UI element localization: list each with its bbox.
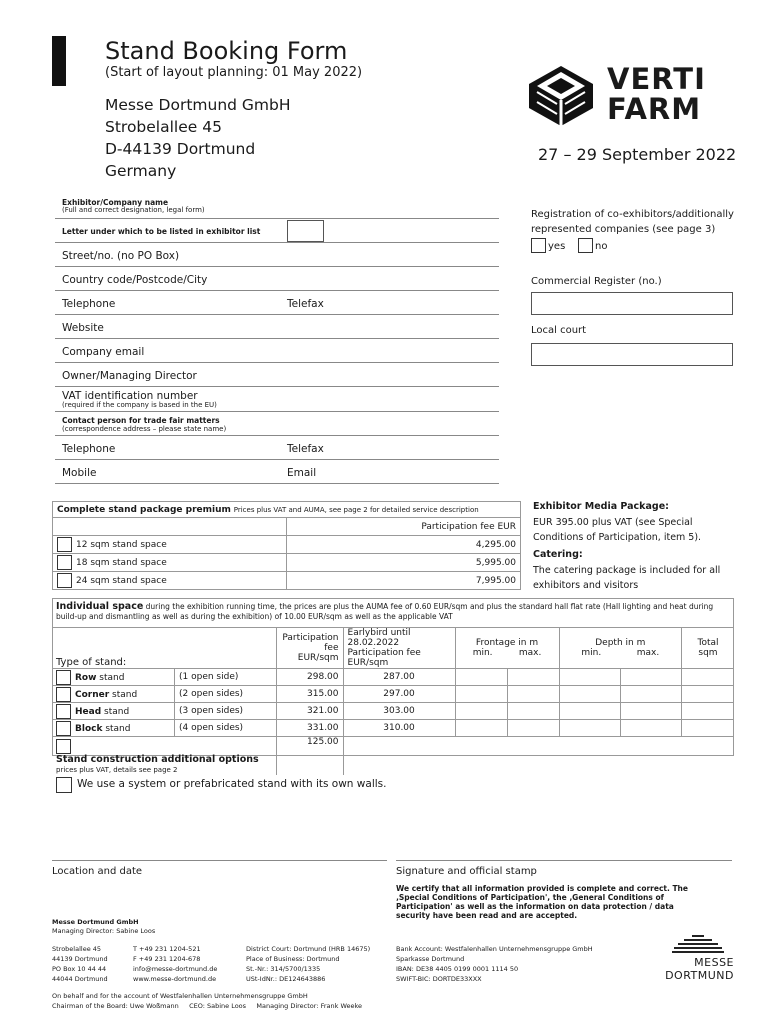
- register-label: Commercial Register (no.): [531, 276, 662, 287]
- court-label: Local court: [531, 325, 587, 336]
- depth-max-input[interactable]: [620, 703, 681, 720]
- frontage-max-input[interactable]: [507, 703, 559, 720]
- contact-telefax-label: Telefax: [287, 443, 324, 455]
- footer-line: 44139 Dortmund: [52, 955, 108, 963]
- stand-type-name: Head: [75, 706, 102, 717]
- footer-behalf: [52, 991, 362, 1011]
- stand-row: [52, 720, 734, 737]
- cube-logo-icon: [527, 64, 595, 128]
- footer-fax: F +49 231 1204-678: [133, 955, 201, 963]
- stand-sides: (3 open sides): [175, 703, 277, 720]
- total-unit: sqm: [698, 648, 718, 658]
- owner-field[interactable]: [55, 363, 499, 387]
- stand-fee: 298.00: [276, 669, 343, 686]
- package-row-label: 24 sqm stand space: [76, 576, 167, 586]
- messe-dortmund-logo: [662, 935, 734, 985]
- stand-early: 287.00: [343, 669, 455, 686]
- stand-fee: 315.00: [276, 686, 343, 703]
- catering-heading: Catering:: [533, 549, 583, 560]
- construction-row: [52, 737, 734, 776]
- depth-min-input[interactable]: [559, 669, 620, 686]
- system-stand-label: We use a system or prefabricated stand with its own walls.: [77, 778, 387, 790]
- logo-farm: FARM: [607, 92, 702, 126]
- stand-fee: 331.00: [276, 720, 343, 737]
- package-12-checkbox[interactable]: [57, 537, 72, 552]
- letter-input[interactable]: [287, 220, 324, 242]
- coexhibitor-yes-checkbox[interactable]: [531, 238, 546, 253]
- row-stand-checkbox[interactable]: [56, 670, 71, 685]
- contact-email-label: Email: [287, 467, 317, 479]
- total-input[interactable]: [682, 686, 735, 703]
- country-label: Country code/Postcode/City: [62, 274, 208, 286]
- website-label: Website: [62, 322, 104, 334]
- location-rule: [52, 860, 387, 861]
- logo-verti: VERTI: [607, 62, 706, 96]
- early-header-line2: Participation fee EUR/sqm: [347, 648, 421, 668]
- total-header: Total: [697, 638, 719, 648]
- footer-email-link[interactable]: info@messe-dortmund.de: [133, 965, 218, 973]
- frontage-min-input[interactable]: [455, 720, 507, 737]
- package-row-price: 7,995.00: [287, 572, 521, 590]
- organizer-address: [105, 94, 291, 182]
- footer-line: Sparkasse Dortmund: [396, 955, 465, 963]
- stand-sides: (2 open sides): [175, 686, 277, 703]
- register-input[interactable]: [531, 292, 733, 315]
- depth-min: min.: [581, 648, 602, 658]
- depth-min-input[interactable]: [559, 703, 620, 720]
- individual-table: [52, 627, 734, 775]
- frontage-min: min.: [472, 648, 493, 658]
- country-field[interactable]: [55, 267, 499, 291]
- address-line: D-44139 Dortmund: [105, 140, 256, 158]
- messe-logo-text: MESSE: [694, 956, 734, 969]
- head-stand-checkbox[interactable]: [56, 704, 71, 719]
- email-field[interactable]: [55, 339, 499, 363]
- package-row: [53, 536, 287, 554]
- signature-rule: [396, 860, 732, 861]
- vat-label: VAT identification number: [62, 390, 198, 402]
- coexhibitor-no-checkbox[interactable]: [578, 238, 593, 253]
- certify-text: We certify that all information provided is complete and correct. The ‚Special Conditions of Participation', the ‚General Conditions of Participation' as well as the information on data protection / data security have been read and are accepted.: [396, 884, 688, 920]
- depth-max: max.: [636, 648, 660, 658]
- frontage-max-input[interactable]: [507, 686, 559, 703]
- footer-company: Messe Dortmund GmbH: [52, 918, 139, 926]
- package-row: [53, 572, 287, 590]
- individual-heading: Individual space: [56, 601, 144, 612]
- corner-stand-checkbox[interactable]: [56, 687, 71, 702]
- media-text: EUR 395.00 plus VAT (see Special Conditions of Participation, item 5).: [533, 517, 702, 543]
- coexhibitor-text: Registration of co-exhibitors/additionally represented companies (see page 3): [531, 209, 734, 235]
- early-header: [343, 628, 455, 669]
- coexhibitor-yes-label: yes: [548, 241, 566, 252]
- early-header-line1: Earlybird until 28.02.2022: [347, 628, 411, 648]
- contact-sub: (correspondence address – please state name): [62, 425, 227, 433]
- letter-label: Letter under which to be listed in exhibitor list: [62, 227, 261, 236]
- address-line: Germany: [105, 162, 177, 180]
- package-heading: Complete stand package premium: [57, 504, 231, 515]
- footer-line: St.-Nr.: 314/5700/1335: [246, 965, 321, 973]
- frontage-max-input[interactable]: [507, 669, 559, 686]
- stand-row: [52, 669, 734, 686]
- location-label: Location and date: [52, 866, 143, 877]
- form-title: Stand Booking Form: [105, 37, 348, 65]
- footer-line: Bank Account: Westfalenhallen Unternehmensgruppe GmbH: [396, 945, 593, 953]
- stand-type-name: Row: [75, 672, 97, 683]
- type-of-stand-label: Type of stand:: [52, 628, 276, 669]
- stand-row: [52, 703, 734, 720]
- depth-max-input[interactable]: [620, 686, 681, 703]
- individual-heading-block: [56, 602, 728, 622]
- stand-type-name: Corner: [75, 689, 110, 700]
- dortmund-logo-text: DORTMUND: [665, 969, 734, 982]
- package-row-price: 4,295.00: [287, 536, 521, 554]
- contact-telephone-label: Telephone: [62, 443, 116, 455]
- package-row: [53, 554, 287, 572]
- total-input[interactable]: [682, 720, 735, 737]
- package-18-checkbox[interactable]: [57, 555, 72, 570]
- frontage-min-input[interactable]: [455, 686, 507, 703]
- street-field[interactable]: [55, 243, 499, 267]
- contact-telephone-field[interactable]: [55, 436, 499, 460]
- footer-col1: [52, 944, 108, 984]
- header-black-bar: [52, 36, 66, 86]
- footer-behalf-line1: On behalf and for the account of Westfalenhallen Unternehmensgruppe GmbH: [52, 992, 308, 1000]
- vat-rule: [55, 411, 499, 412]
- footer-line: IBAN: DE38 4405 0199 0001 1114 50: [396, 965, 519, 973]
- footer-line: Strobelallee 45: [52, 945, 102, 953]
- event-dates: 27 – 29 September 2022: [538, 145, 737, 164]
- stand-sides: (4 open sides): [175, 720, 277, 737]
- frontage-max-input[interactable]: [507, 720, 559, 737]
- telephone-field[interactable]: [55, 291, 499, 315]
- package-row-label: 18 sqm stand space: [76, 558, 167, 568]
- depth-min-input[interactable]: [559, 686, 620, 703]
- company-name-heading: Exhibitor/Company name: [62, 198, 169, 207]
- stand-type-suffix: stand: [109, 689, 138, 700]
- package-row-label: 12 sqm stand space: [76, 540, 167, 550]
- messe-stripes-icon: [662, 935, 734, 955]
- address-line: Messe Dortmund GmbH: [105, 96, 291, 114]
- stand-type-suffix: stand: [96, 672, 125, 683]
- footer-behalf-line2: Chairman of the Board: Uwe Woßmann CEO: Sabine Loos Managing Director: Frank Weeke: [52, 1002, 363, 1010]
- stand-row: [52, 686, 734, 703]
- construction-label: Stand construction additional options: [56, 754, 259, 765]
- street-label: Street/no. (no PO Box): [62, 250, 180, 262]
- mobile-label: Mobile: [62, 467, 97, 479]
- footer-director: Managing Director: Sabine Loos: [52, 927, 156, 935]
- individual-heading-note: during the exhibition running time, the prices are plus the AUMA fee of 0.60 EUR/sqm and plus the standard hall flat rate (Hall lighting and heat during build-up and dismantling as well as during the exhibition) of 10.00 EUR/sqm as well as the applicable VAT: [56, 602, 714, 621]
- depth-max-input[interactable]: [620, 669, 681, 686]
- footer-phone: T +49 231 1204-521: [133, 945, 201, 953]
- footer-col4: [396, 944, 593, 984]
- package-heading-note: Prices plus VAT and AUMA, see page 2 for detailed service description: [233, 505, 479, 514]
- owner-label: Owner/Managing Director: [62, 370, 197, 382]
- frontage-max: max.: [518, 648, 542, 658]
- package-24-checkbox[interactable]: [57, 573, 72, 588]
- stand-type-name: Block: [75, 723, 103, 734]
- footer-col2: [133, 944, 217, 984]
- stand-early: 303.00: [343, 703, 455, 720]
- fee-header-line1: Participation fee: [282, 633, 339, 653]
- mobile-field[interactable]: [55, 460, 499, 484]
- package-row-price: 5,995.00: [287, 554, 521, 572]
- stand-type-suffix: stand: [102, 723, 131, 734]
- system-stand-checkbox[interactable]: [56, 777, 72, 793]
- email-label: Company email: [62, 346, 145, 358]
- vertifarm-logo: [527, 64, 717, 128]
- company-name-rule: [55, 218, 499, 219]
- depth-header: Depth in m: [595, 638, 646, 648]
- package-table: [52, 501, 521, 590]
- construction-input[interactable]: [343, 737, 734, 776]
- total-input[interactable]: [682, 669, 735, 686]
- block-stand-checkbox[interactable]: [56, 721, 71, 736]
- footer-line: USt-IdNr.: DE124643886: [246, 975, 326, 983]
- total-input[interactable]: [682, 703, 735, 720]
- coexhibitor-no-label: no: [595, 241, 608, 252]
- frontage-header: Frontage in m: [475, 638, 539, 648]
- signature-label: Signature and official stamp: [396, 866, 537, 877]
- stand-sides: (1 open side): [175, 669, 277, 686]
- fee-header-line2: EUR/sqm: [297, 653, 339, 663]
- stand-early: 310.00: [343, 720, 455, 737]
- frontage-min-input[interactable]: [455, 669, 507, 686]
- telefax-label: Telefax: [287, 298, 324, 310]
- vat-sub: (required if the company is based in the EU): [62, 401, 217, 409]
- website-field[interactable]: [55, 315, 499, 339]
- stand-fee: 321.00: [276, 703, 343, 720]
- media-heading: Exhibitor Media Package:: [533, 501, 669, 512]
- contact-label: Contact person for trade fair matters: [62, 416, 220, 425]
- stand-type-suffix: stand: [101, 706, 130, 717]
- footer-line: PO Box 10 44 44: [52, 965, 107, 973]
- footer-line: 44044 Dortmund: [52, 975, 108, 983]
- footer-website-link[interactable]: www.messe-dortmund.de: [133, 975, 217, 983]
- footer-line: Place of Business: Dortmund: [246, 955, 340, 963]
- depth-min-input[interactable]: [559, 720, 620, 737]
- footer-line: District Court: Dortmund (HRB 14675): [246, 945, 371, 953]
- frontage-min-input[interactable]: [455, 703, 507, 720]
- package-fee-header: Participation fee EUR: [287, 518, 521, 536]
- footer-line: SWIFT-BIC: DORTDE33XXX: [396, 975, 482, 983]
- company-name-sub: (Full and correct designation, legal form): [62, 206, 205, 214]
- telephone-label: Telephone: [62, 298, 116, 310]
- fee-header: [276, 628, 343, 669]
- catering-text: The catering package is included for all exhibitors and visitors: [533, 565, 721, 591]
- court-input[interactable]: [531, 343, 733, 366]
- construction-fee: 125.00: [276, 737, 343, 776]
- construction-sub: prices plus VAT, details see page 2: [56, 766, 178, 774]
- stand-early: 297.00: [343, 686, 455, 703]
- footer-col3: [246, 944, 370, 984]
- construction-checkbox[interactable]: [56, 739, 71, 754]
- depth-max-input[interactable]: [620, 720, 681, 737]
- form-subtitle: (Start of layout planning: 01 May 2022): [105, 65, 363, 80]
- address-line: Strobelallee 45: [105, 118, 222, 136]
